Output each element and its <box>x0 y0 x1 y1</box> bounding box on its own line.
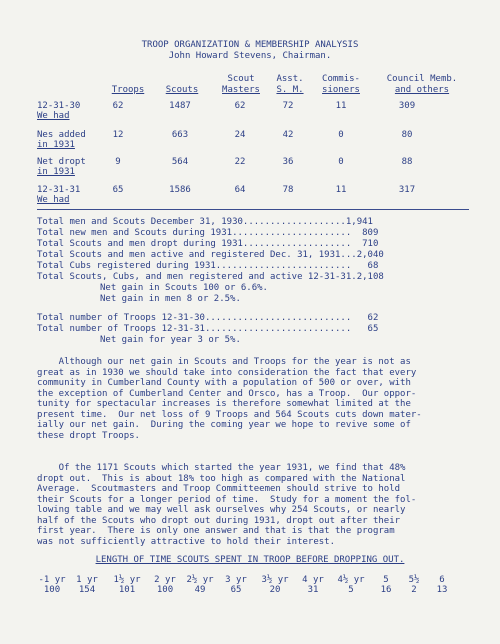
length-value: 65 <box>230 585 242 595</box>
table-cell: 12 <box>112 130 124 140</box>
table-cell: 9 <box>115 157 121 167</box>
table-cell: 0 <box>338 157 344 167</box>
length-label: 2½ yr <box>186 575 214 585</box>
row-label: Net dropt <box>37 157 86 167</box>
header-council-line1: Council Memb. <box>386 74 458 84</box>
table-cell: 11 <box>335 185 347 195</box>
paragraph-line: half of the Scouts who dropt out during 1931, dropt out after their <box>37 515 401 526</box>
header-scout-masters-line1: Scout <box>227 74 255 84</box>
table-cell: 663 <box>171 130 189 140</box>
total-line: Total men and Scouts December 31, 1930...................1,941 <box>37 217 373 227</box>
header-troops: Troops <box>111 85 145 95</box>
header-commissioners-line2: sioners <box>322 85 360 95</box>
row-sublabel: We had <box>37 111 70 121</box>
divider <box>37 209 469 210</box>
row-sublabel: in 1931 <box>37 167 75 177</box>
length-label: -1 yr <box>38 575 66 585</box>
gain-line: Net gain in Scouts 100 or 6.6%. <box>100 283 268 293</box>
troop-gain-line: Net gain for year 3 or 5%. <box>100 335 241 345</box>
total-line: Total new men and Scouts during 1931...................... 809 <box>37 228 379 238</box>
length-value: 100 <box>156 585 174 595</box>
length-value: 13 <box>436 585 448 595</box>
length-value: 100 <box>43 585 61 595</box>
length-label: 6 <box>439 575 445 585</box>
header-asst-line1: Asst. <box>276 74 304 84</box>
row-label: 12-31-30 <box>37 101 81 111</box>
header-council-line2: and others <box>394 85 450 95</box>
header-commissioners-line1: Commis- <box>322 74 360 84</box>
paragraph-line: Although our net gain in Scouts and Troops for the year is not as <box>37 357 411 367</box>
document-subtitle: John Howard Stevens, Chairman. <box>168 51 332 61</box>
paragraph-line: Of the 1171 Scouts which started the year 1931, we find that 48% <box>37 463 406 473</box>
length-label: 1 yr <box>76 575 98 585</box>
table-cell: 42 <box>282 130 294 140</box>
row-sublabel: in 1931 <box>37 140 75 150</box>
paragraph-line: Average. Scoutmasters and Troop Committeemen should strive to hold <box>37 484 401 494</box>
paragraph-line: community in Cumberland County with a population of 500 or over, with <box>37 378 411 388</box>
length-table-heading: LENGTH OF TIME SCOUTS SPENT IN TROOP BEFORE DROPPING OUT. <box>95 555 405 565</box>
paragraph-line: the exception of Cumberland Center and Orsco, has a Troop. Our oppor- <box>37 388 417 399</box>
header-asst-line2: S. M. <box>276 85 304 95</box>
length-label: 3 yr <box>225 575 247 585</box>
paragraph-line: present time. Our net loss of 9 Troops and 564 Scouts cuts down mater- <box>37 409 422 420</box>
total-line: Total Cubs registered during 1931......................... 68 <box>37 261 379 271</box>
paragraph-line: these dropt Troops. <box>37 430 140 441</box>
table-cell: 1586 <box>169 185 191 195</box>
length-label: 4 yr <box>302 575 324 585</box>
length-label: 1½ yr <box>113 575 141 585</box>
document-title: TROOP ORGANIZATION & MEMBERSHIP ANALYSIS <box>141 40 359 50</box>
paragraph-line: their Scouts for a longer period of time. Study for a moment the fol- <box>37 494 417 505</box>
length-value: 2 <box>411 585 417 595</box>
length-label: 4½ yr <box>337 575 365 585</box>
length-value: 31 <box>307 585 319 595</box>
row-label: Nes added <box>37 130 86 140</box>
total-line: Total Scouts and men active and registered Dec. 31, 1931...2,040 <box>37 250 384 260</box>
length-label: 5 <box>383 575 389 585</box>
table-cell: 1487 <box>169 101 191 111</box>
gain-line: Net gain in men 8 or 2.5%. <box>100 294 241 304</box>
total-line: Total Scouts and men dropt during 1931.................... 710 <box>37 239 379 249</box>
header-scout-masters-line2: Masters <box>222 85 260 95</box>
table-cell: 0 <box>338 130 344 140</box>
paragraph-line: lowing table and we may well ask ourselves why 254 Scouts, or nearly <box>37 505 406 515</box>
length-value: 5 <box>348 585 354 595</box>
troop-total-line: Total number of Troops 12-31-31........................... 65 <box>37 324 379 334</box>
length-value: 20 <box>269 585 281 595</box>
paragraph-line: great as in 1930 we should take into consideration the fact that every <box>37 367 417 378</box>
paragraph-line: dropt out. This is about 18% too high as compared with the National <box>37 473 406 484</box>
table-cell: 22 <box>234 157 246 167</box>
row-sublabel: We had <box>37 195 70 205</box>
paragraph-line: ially our net gain. During the coming year we hope to revive some of <box>37 420 411 430</box>
length-label: 5½ <box>408 575 420 585</box>
paragraph-line: first year. There is only one answer and that is that the program <box>37 526 395 536</box>
table-cell: 64 <box>234 185 246 195</box>
table-cell: 88 <box>401 157 413 167</box>
length-label: 3½ yr <box>261 575 289 585</box>
table-cell: 24 <box>234 130 246 140</box>
length-value: 154 <box>78 585 96 595</box>
table-cell: 78 <box>282 185 294 195</box>
total-line: Total Scouts, Cubs, and men registered and active 12-31-31.2,108 <box>37 272 384 282</box>
length-value: 49 <box>194 585 206 595</box>
table-cell: 309 <box>398 101 416 111</box>
table-cell: 564 <box>171 157 189 167</box>
paragraph-line: tunity for spectacular increases is therefore somewhat limited at the <box>37 399 411 409</box>
length-value: 16 <box>380 585 392 595</box>
troop-total-line: Total number of Troops 12-31-30........................... 62 <box>37 313 379 323</box>
table-cell: 317 <box>398 185 416 195</box>
table-cell: 72 <box>282 101 294 111</box>
header-scouts: Scouts <box>165 85 199 95</box>
row-label: 12-31-31 <box>37 185 81 195</box>
table-cell: 36 <box>282 157 294 167</box>
table-cell: 62 <box>112 101 124 111</box>
table-cell: 65 <box>112 185 124 195</box>
table-cell: 11 <box>335 101 347 111</box>
table-cell: 62 <box>234 101 246 111</box>
paragraph-line: was not sufficiently attractive to hold their interest. <box>37 536 336 547</box>
length-value: 101 <box>118 585 136 595</box>
table-cell: 80 <box>401 130 413 140</box>
length-label: 2 yr <box>154 575 176 585</box>
